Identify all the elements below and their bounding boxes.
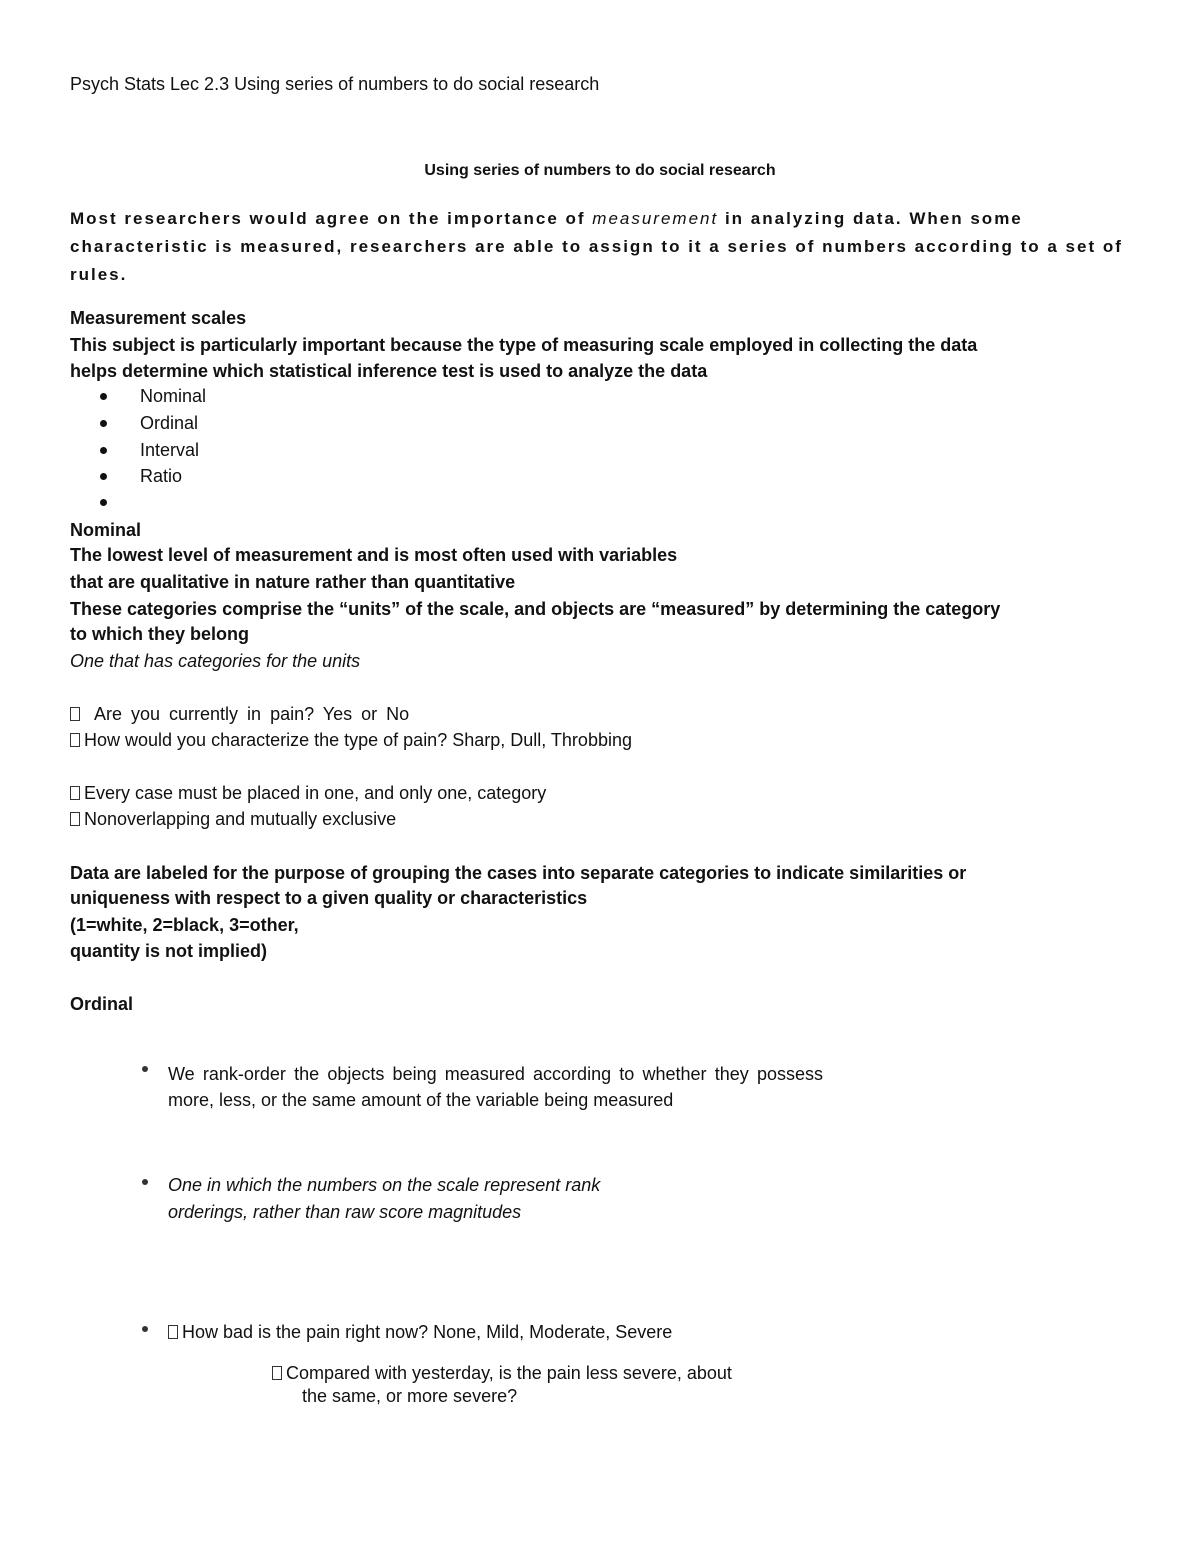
square-icon — [272, 1366, 282, 1380]
nominal-line-4: to which they belong — [70, 624, 249, 644]
nominal-data-line-1: Data are labeled for the purpose of grouping the cases into separate categories to indicate similarities or — [70, 863, 967, 883]
square-icon — [168, 1325, 178, 1339]
bullet-icon — [142, 1066, 148, 1072]
nominal-data-line-2: uniqueness with respect to a given quality or characteristics — [70, 888, 588, 908]
nominal-heading: Nominal — [70, 520, 142, 540]
nominal-data-line-4: quantity is not implied) — [70, 941, 267, 961]
bullet-icon — [100, 447, 107, 454]
square-icon — [70, 733, 80, 747]
intro-text-1: Most researchers would agree on the importance of — [70, 209, 593, 228]
scale-label: Interval — [140, 440, 200, 460]
page-title: Using series of numbers to do social research — [424, 162, 776, 179]
square-icon — [70, 812, 80, 826]
square-icon — [70, 707, 80, 721]
nominal-line-3: These categories comprise the “units” of the scale, and objects are “measured” by determining the category — [70, 599, 1001, 619]
ordinal-example-2-line-2: the same, or more severe? — [302, 1386, 518, 1406]
bullet-icon — [100, 420, 107, 427]
scale-label: Nominal — [140, 386, 207, 406]
ordinal-point-1: We rank-order the objects being measured according to whether they possess more, less, or the same amount of the variable being measured — [168, 1064, 823, 1110]
bullet-icon — [142, 1179, 148, 1185]
nominal-example-1: Are you currently in pain? Yes or No — [70, 703, 409, 725]
ordinal-example-1: How bad is the pain right now? None, Mild, Moderate, Severe — [168, 1321, 672, 1343]
scale-label: Ratio — [140, 466, 183, 486]
measurement-line-1: This subject is particularly important because the type of measuring scale employed in collecting the data — [70, 335, 978, 355]
nominal-line-2: that are qualitative in nature rather than quantitative — [70, 572, 516, 592]
nominal-rule-2: Nonoverlapping and mutually exclusive — [70, 808, 396, 830]
nominal-example-2: How would you characterize the type of pain? Sharp, Dull, Throbbing — [70, 729, 632, 751]
bullet-icon — [100, 473, 107, 480]
nominal-definition: One that has categories for the units — [70, 651, 361, 671]
bullet-icon — [142, 1326, 148, 1332]
nominal-line-1: The lowest level of measurement and is most often used with variables — [70, 545, 678, 565]
page-header: Psych Stats Lec 2.3 Using series of numbers to do social research — [70, 74, 600, 94]
ordinal-point-2-line-1: One in which the numbers on the scale represent rank — [168, 1175, 601, 1195]
ordinal-heading: Ordinal — [70, 994, 134, 1014]
nominal-data-line-3: (1=white, 2=black, 3=other, — [70, 915, 299, 935]
measurement-scales-heading: Measurement scales — [70, 308, 247, 328]
scale-label: Ordinal — [140, 413, 199, 433]
intro-text-2: in analyzing data. When some characteristic is measured, researchers are able to assign to it a series of numbers according to a set of rules. — [70, 209, 1123, 284]
bullet-icon — [100, 499, 107, 506]
bullet-icon — [100, 393, 107, 400]
nominal-rule-1: Every case must be placed in one, and only one, category — [70, 782, 546, 804]
ordinal-example-2: Compared with yesterday, is the pain less severe, about — [272, 1362, 732, 1384]
intro-paragraph — [70, 205, 1140, 289]
square-icon — [70, 786, 80, 800]
intro-emphasis: measurement — [592, 209, 719, 228]
ordinal-point-2-line-2: orderings, rather than raw score magnitudes — [168, 1202, 522, 1222]
measurement-line-2: helps determine which statistical inference test is used to analyze the data — [70, 361, 708, 381]
